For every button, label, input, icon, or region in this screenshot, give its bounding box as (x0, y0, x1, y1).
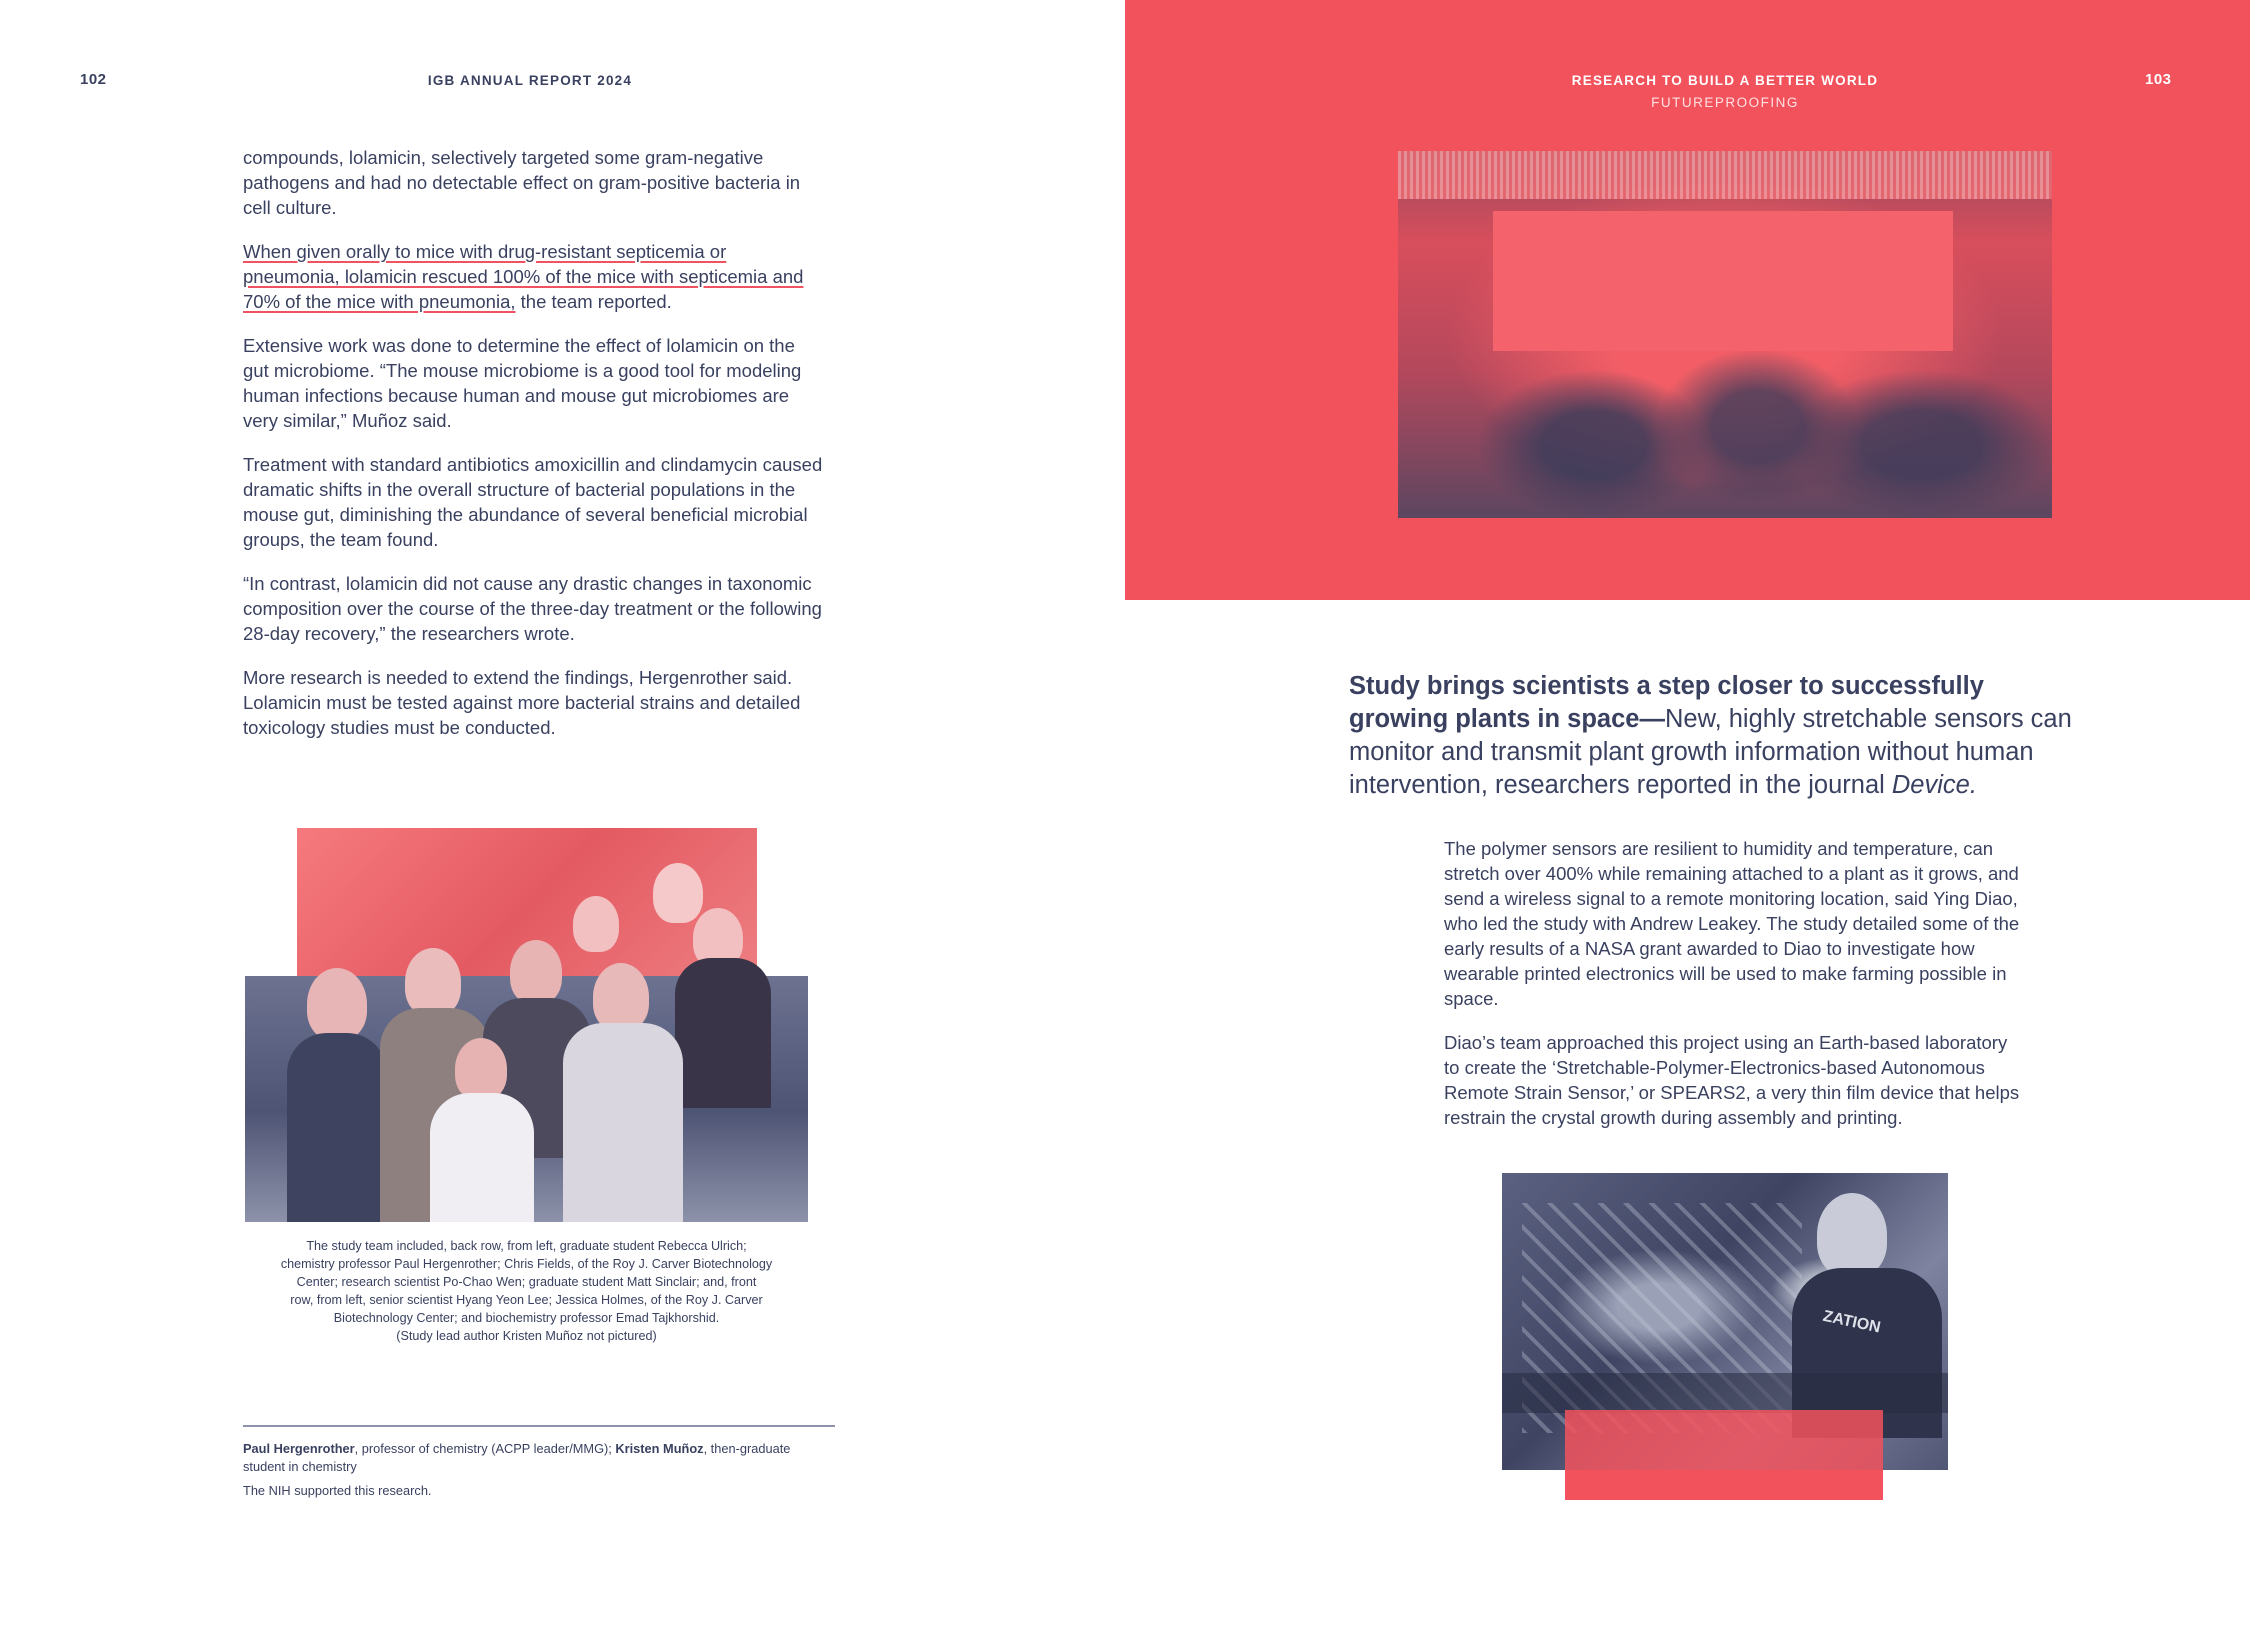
caption-line: Biotechnology Center; and biochemistry professor Emad Tajkhorshid. (333, 1311, 720, 1325)
left-article-body (243, 145, 823, 759)
plant-growth-chamber-photo (1398, 151, 2052, 518)
grow-light-panel (1398, 151, 2052, 199)
team-photo-caption (245, 1237, 808, 1345)
person-figure (573, 896, 619, 952)
team-photo (245, 828, 808, 1222)
credits-block (243, 1440, 833, 1500)
credit-name: Paul Hergenrother (243, 1441, 355, 1456)
caption-line: Center; research scientist Po-Chao Wen; graduate student Matt Sinclair; and, front (296, 1275, 757, 1289)
caption-line: The study team included, back row, from left, graduate student Rebecca Ulrich; (306, 1239, 747, 1253)
workbench (1502, 1373, 1948, 1413)
researcher-head (1817, 1193, 1887, 1277)
person-figure (653, 863, 703, 923)
funding-note: The NIH supported this research. (243, 1483, 432, 1498)
person-figure (287, 1033, 387, 1222)
deck-headline: Study brings scientists a step closer to successfully growing plants in space— (1349, 672, 1984, 733)
caption-line: (Study lead author Kristen Muñoz not pictured) (396, 1329, 657, 1343)
highlighted-quote: When given orally to mice with drug-resistant septicemia or pneumonia, lolamicin rescued 100% of the mice with septicemia and 70% of the mice with pneumonia, (243, 241, 804, 312)
right-page-number: 103 (2145, 71, 2172, 88)
person-figure (510, 940, 562, 1004)
paragraph: More research is needed to extend the findings, Hergenrother said. Lolamicin must be tested against more bacterial strains and detailed toxicology studies must be conducted. (243, 667, 801, 738)
credit-name: Kristen Muñoz (615, 1441, 704, 1456)
credit-role: , professor of chemistry (ACPP leader/MMG); (354, 1441, 616, 1456)
caption-line: chemistry professor Paul Hergenrother; Chris Fields, of the Roy J. Carver Biotechnology (280, 1257, 773, 1271)
left-running-head: IGB ANNUAL REPORT 2024 (427, 73, 633, 88)
credits-divider (243, 1425, 835, 1427)
person-figure (675, 958, 771, 1108)
person-figure (430, 1093, 534, 1222)
credit-role: , then-graduate student in chemistry (243, 1441, 791, 1474)
paragraph: Treatment with standard antibiotics amoxicillin and clindamycin caused dramatic shifts in the overall structure of bacterial populations in the mouse gut, diminishing the abundance of several beneficial microbial groups, the team found. (243, 454, 823, 550)
paragraph-highlighted (243, 239, 823, 314)
person-figure (455, 1038, 507, 1100)
deck-summary: New, highly stretchable sensors can monitor and transmit plant growth information without human intervention, researchers reported in the journal (1349, 705, 2072, 799)
paragraph: compounds, lolamicin, selectively targeted some gram-negative pathogens and had no detectable effect on gram-positive bacteria in cell culture. (243, 147, 801, 218)
person-figure (405, 948, 461, 1016)
section-label: FUTUREPROOFING (1651, 95, 1799, 110)
right-article-body (1444, 836, 2022, 1149)
person-figure (593, 963, 649, 1031)
chamber-back-wall (1493, 211, 1953, 351)
shirt-print: ZATION (1821, 1307, 1883, 1337)
caption-line: row, from left, senior scientist Hyang Yeon Lee; Jessica Holmes, of the Roy J. Carver (290, 1293, 763, 1307)
paragraph: The polymer sensors are resilient to humidity and temperature, can stretch over 400% while remaining attached to a plant as it grows, and send a wireless signal to a remote monitoring location, said Ying Diao, who led the study with Andrew Leakey. The study detailed some of the early results of a NASA grant awarded to Diao to investigate how wearable printed electronics will be used to make farming possible in space. (1444, 838, 2020, 1009)
article-deck (1349, 670, 2089, 802)
left-page-number: 102 (80, 71, 107, 88)
paragraph: Extensive work was done to determine the effect of lolamicin on the gut microbiome. “The mouse microbiome is a good tool for modeling human infections because human and mouse gut microbiomes are very similar,” Muñoz said. (243, 335, 802, 431)
person-figure (307, 968, 367, 1040)
paragraph-tail: the team reported. (515, 291, 672, 312)
right-running-head: RESEARCH TO BUILD A BETTER WORLD (1571, 73, 1879, 88)
credits-people (243, 1440, 833, 1476)
person-figure (563, 1023, 683, 1222)
journal-name: Device. (1891, 771, 1977, 799)
paragraph: “In contrast, lolamicin did not cause any drastic changes in taxonomic composition over the course of the three-day treatment or the following 28-day recovery,” the researchers wrote. (243, 573, 822, 644)
paragraph: Diao’s team approached this project using an Earth-based laboratory to create the ‘Stretchable-Polymer-Electronics-based Autonomous Remote Strain Sensor,’ or SPEARS2, a very thin film device that helps restrain the crystal growth during assembly and printing. (1444, 1032, 2020, 1128)
accent-red-overlay (1565, 1410, 1883, 1500)
